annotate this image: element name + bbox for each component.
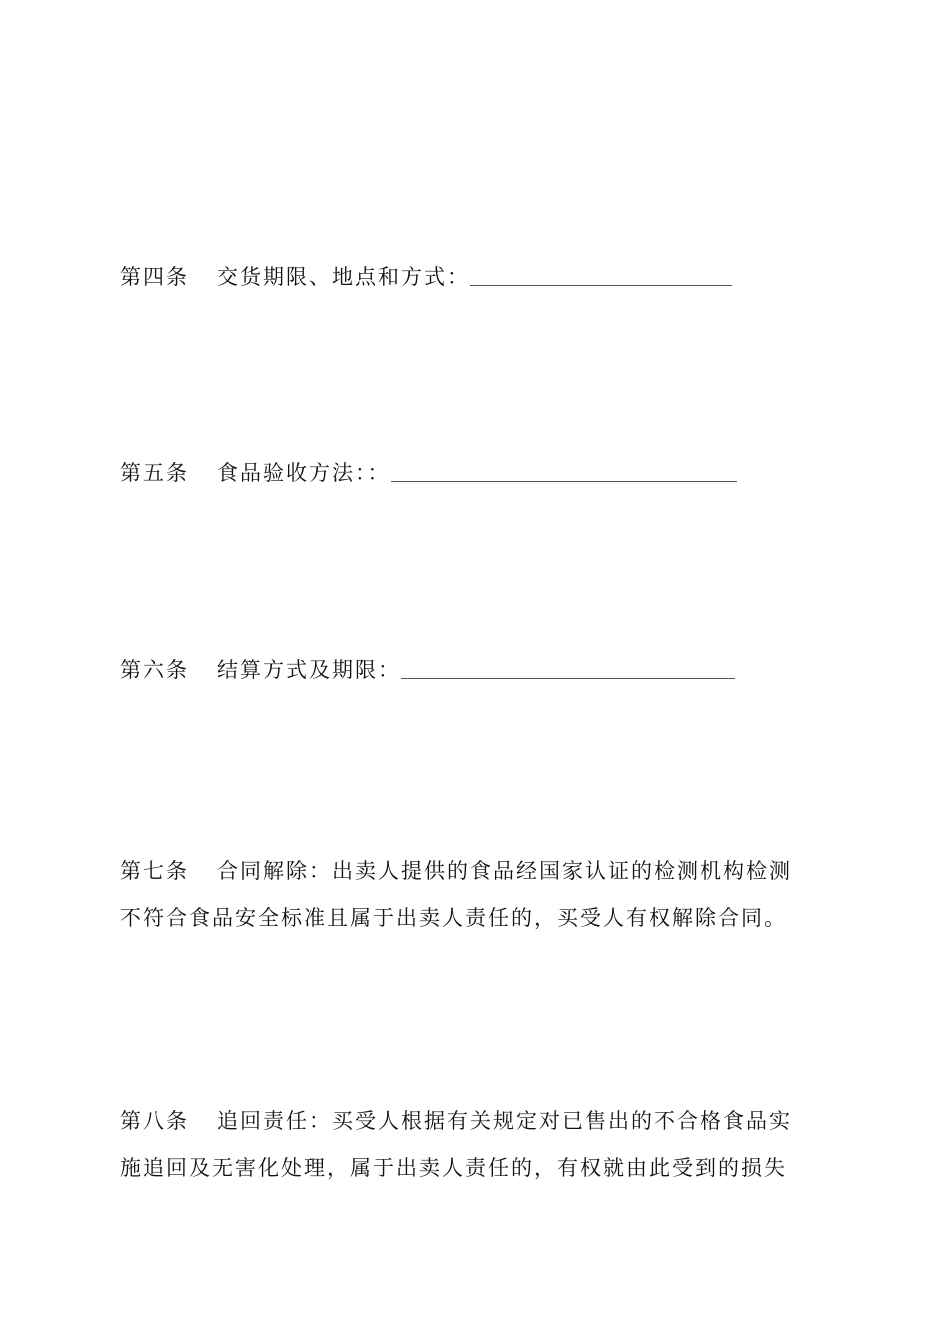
clause-6 xyxy=(120,647,835,694)
clause-5-label: 第五条 xyxy=(120,461,189,485)
clause-7-label: 第七条 xyxy=(120,859,189,883)
clause-7-line-1 xyxy=(120,848,835,895)
clause-7-text-line-1: 合同解除：出卖人提供的食品经国家认证的检测机构检测 xyxy=(217,859,792,883)
clause-6-text: 结算方式及期限： xyxy=(217,658,401,682)
clause-7 xyxy=(120,848,835,942)
clause-5 xyxy=(120,450,835,497)
clause-4-blank-line xyxy=(470,284,732,286)
clause-4-label: 第四条 xyxy=(120,265,189,289)
clause-4-text: 交货期限、地点和方式： xyxy=(217,265,470,289)
clause-8 xyxy=(120,1098,835,1192)
clause-5-blank-line xyxy=(391,480,737,482)
clause-8-label: 第八条 xyxy=(120,1109,189,1133)
clause-8-text-line-2: 施追回及无害化处理，属于出卖人责任的，有权就由此受到的损失 xyxy=(120,1156,787,1180)
clause-5-text: 食品验收方法：： xyxy=(217,461,391,485)
clause-8-text-line-1: 追回责任：买受人根据有关规定对已售出的不合格食品实 xyxy=(217,1109,792,1133)
clause-6-blank-line xyxy=(401,677,735,679)
clause-7-text-line-2: 不符合食品安全标准且属于出卖人责任的，买受人有权解除合同。 xyxy=(120,906,787,930)
clause-4 xyxy=(120,254,835,301)
clause-6-label: 第六条 xyxy=(120,658,189,682)
clause-8-line-1 xyxy=(120,1098,835,1145)
